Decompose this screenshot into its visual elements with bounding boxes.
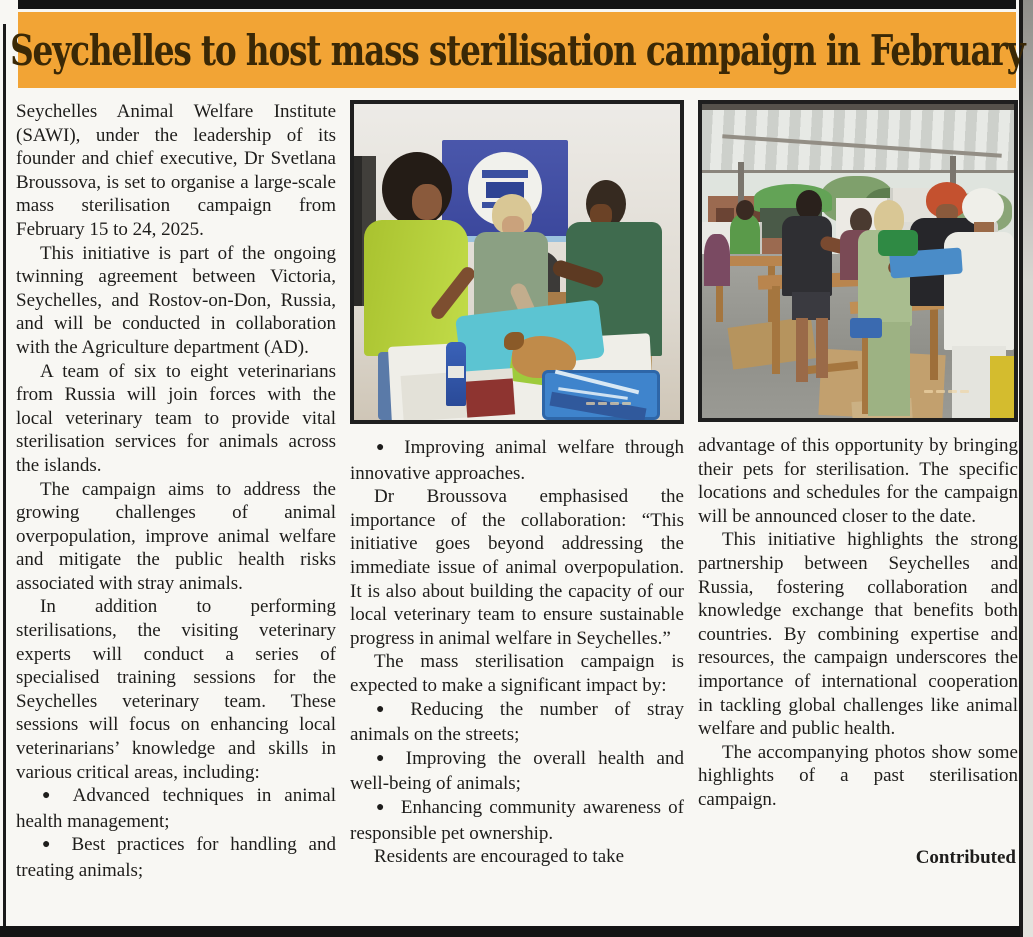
bullet-icon: ●	[376, 701, 397, 717]
paragraph: This initiative highlights the strong partnership between Seychelles and Russia, fostering collaboration and knowledge exchange that benefits both countries. By combining expertise and resources, the campaign underscores the importance of international cooperation in tackling global challenges like animal welfare and public health.	[698, 529, 1018, 740]
paragraph: The campaign aims to address the growing challenges of animal overpopulation, improve animal welfare and mitigate the public health risks associated with stray animals.	[16, 478, 336, 594]
bullet-item: ● Best practices for handling and treating animals;	[16, 834, 336, 881]
bullet-item: ● Improving the overall health and well-being of animals;	[350, 747, 684, 795]
outdoor-sterilisation-photo	[698, 100, 1018, 422]
bullet-icon: ●	[376, 799, 387, 815]
bottom-rule	[0, 926, 1020, 937]
left-page-rule	[3, 24, 6, 928]
timestamp-watermark	[924, 390, 969, 393]
timestamp-watermark	[586, 402, 631, 405]
paragraph: A team of six to eight veterinarians from Russia will join forces with the local veterinary team to provide vital sterilisation services for animals across the islands.	[16, 360, 336, 476]
bullet-icon: ●	[376, 750, 392, 766]
paragraph: This initiative is part of the ongoing twinning agreement between Victoria, Seychelles, and Rostov-on-Don, Russia, and will be conducted in collaboration with the Agriculture department (AD).	[16, 242, 336, 358]
paragraph: advantage of this opportunity by bringing their pets for sterilisation. The specific locations and schedules for the campaign will be announced closer to the date.	[698, 435, 1018, 527]
headline-banner	[9, 12, 1025, 88]
byline: Contributed	[915, 846, 1016, 868]
bullet-icon: ●	[42, 788, 59, 804]
photo-crowd	[702, 174, 1014, 420]
paragraph: The accompanying photos show some highlights of a past sterilisation campaign.	[698, 741, 1018, 810]
paragraph: In addition to performing sterilisations, the visiting veterinary experts will conduct a series of specialised training sessions for the Seychelles veterinary team. These sessions will focus on enhancing local veterinarians’ knowledge and skills in various critical areas, including:	[16, 596, 336, 783]
column-text	[350, 436, 684, 869]
headline: Seychelles to host mass sterilisation campaign in February	[9, 25, 1025, 75]
paragraph: Dr Broussova emphasised the importance of the collaboration: “This initiative goes beyond addressing the immediate issue of animal overpopulation. It is also about building the capacity of our local veterinary team to ensure sustainable progress in animal welfare in Seychelles.”	[350, 486, 684, 649]
paragraph: Seychelles Animal Welfare Institute (SAWI), under the leadership of its founder and chief executive, Dr Svetlana Broussova, is set to organise a large-scale mass sterilisation campaign from February 15 to 24, 2025.	[16, 101, 336, 240]
paragraph: Residents are encouraged to take	[374, 846, 625, 868]
bullet-item: ● Improving animal welfare through innovative approaches.	[350, 437, 684, 484]
column-text	[16, 100, 336, 883]
photo-operating-table	[354, 300, 680, 420]
column-text	[698, 434, 1018, 812]
article-column-1	[16, 100, 336, 883]
bullet-icon: ●	[376, 440, 391, 455]
article-column-3	[698, 100, 1018, 869]
indoor-sterilisation-photo	[350, 100, 684, 424]
photo-yellow-bucket	[990, 356, 1014, 418]
bullet-item: ● Enhancing community awareness of responsible pet ownership.	[350, 796, 684, 844]
article-column-2	[350, 100, 684, 869]
bullet-item: ● Reducing the number of stray animals on the streets;	[350, 698, 684, 746]
top-rule	[18, 0, 1016, 9]
bullet-icon: ●	[42, 837, 58, 853]
paragraph: The mass sterilisation campaign is expected to make a significant impact by:	[350, 651, 684, 696]
scan-edge	[1023, 0, 1033, 937]
bullet-item: ● Advanced techniques in animal health management;	[16, 785, 336, 832]
